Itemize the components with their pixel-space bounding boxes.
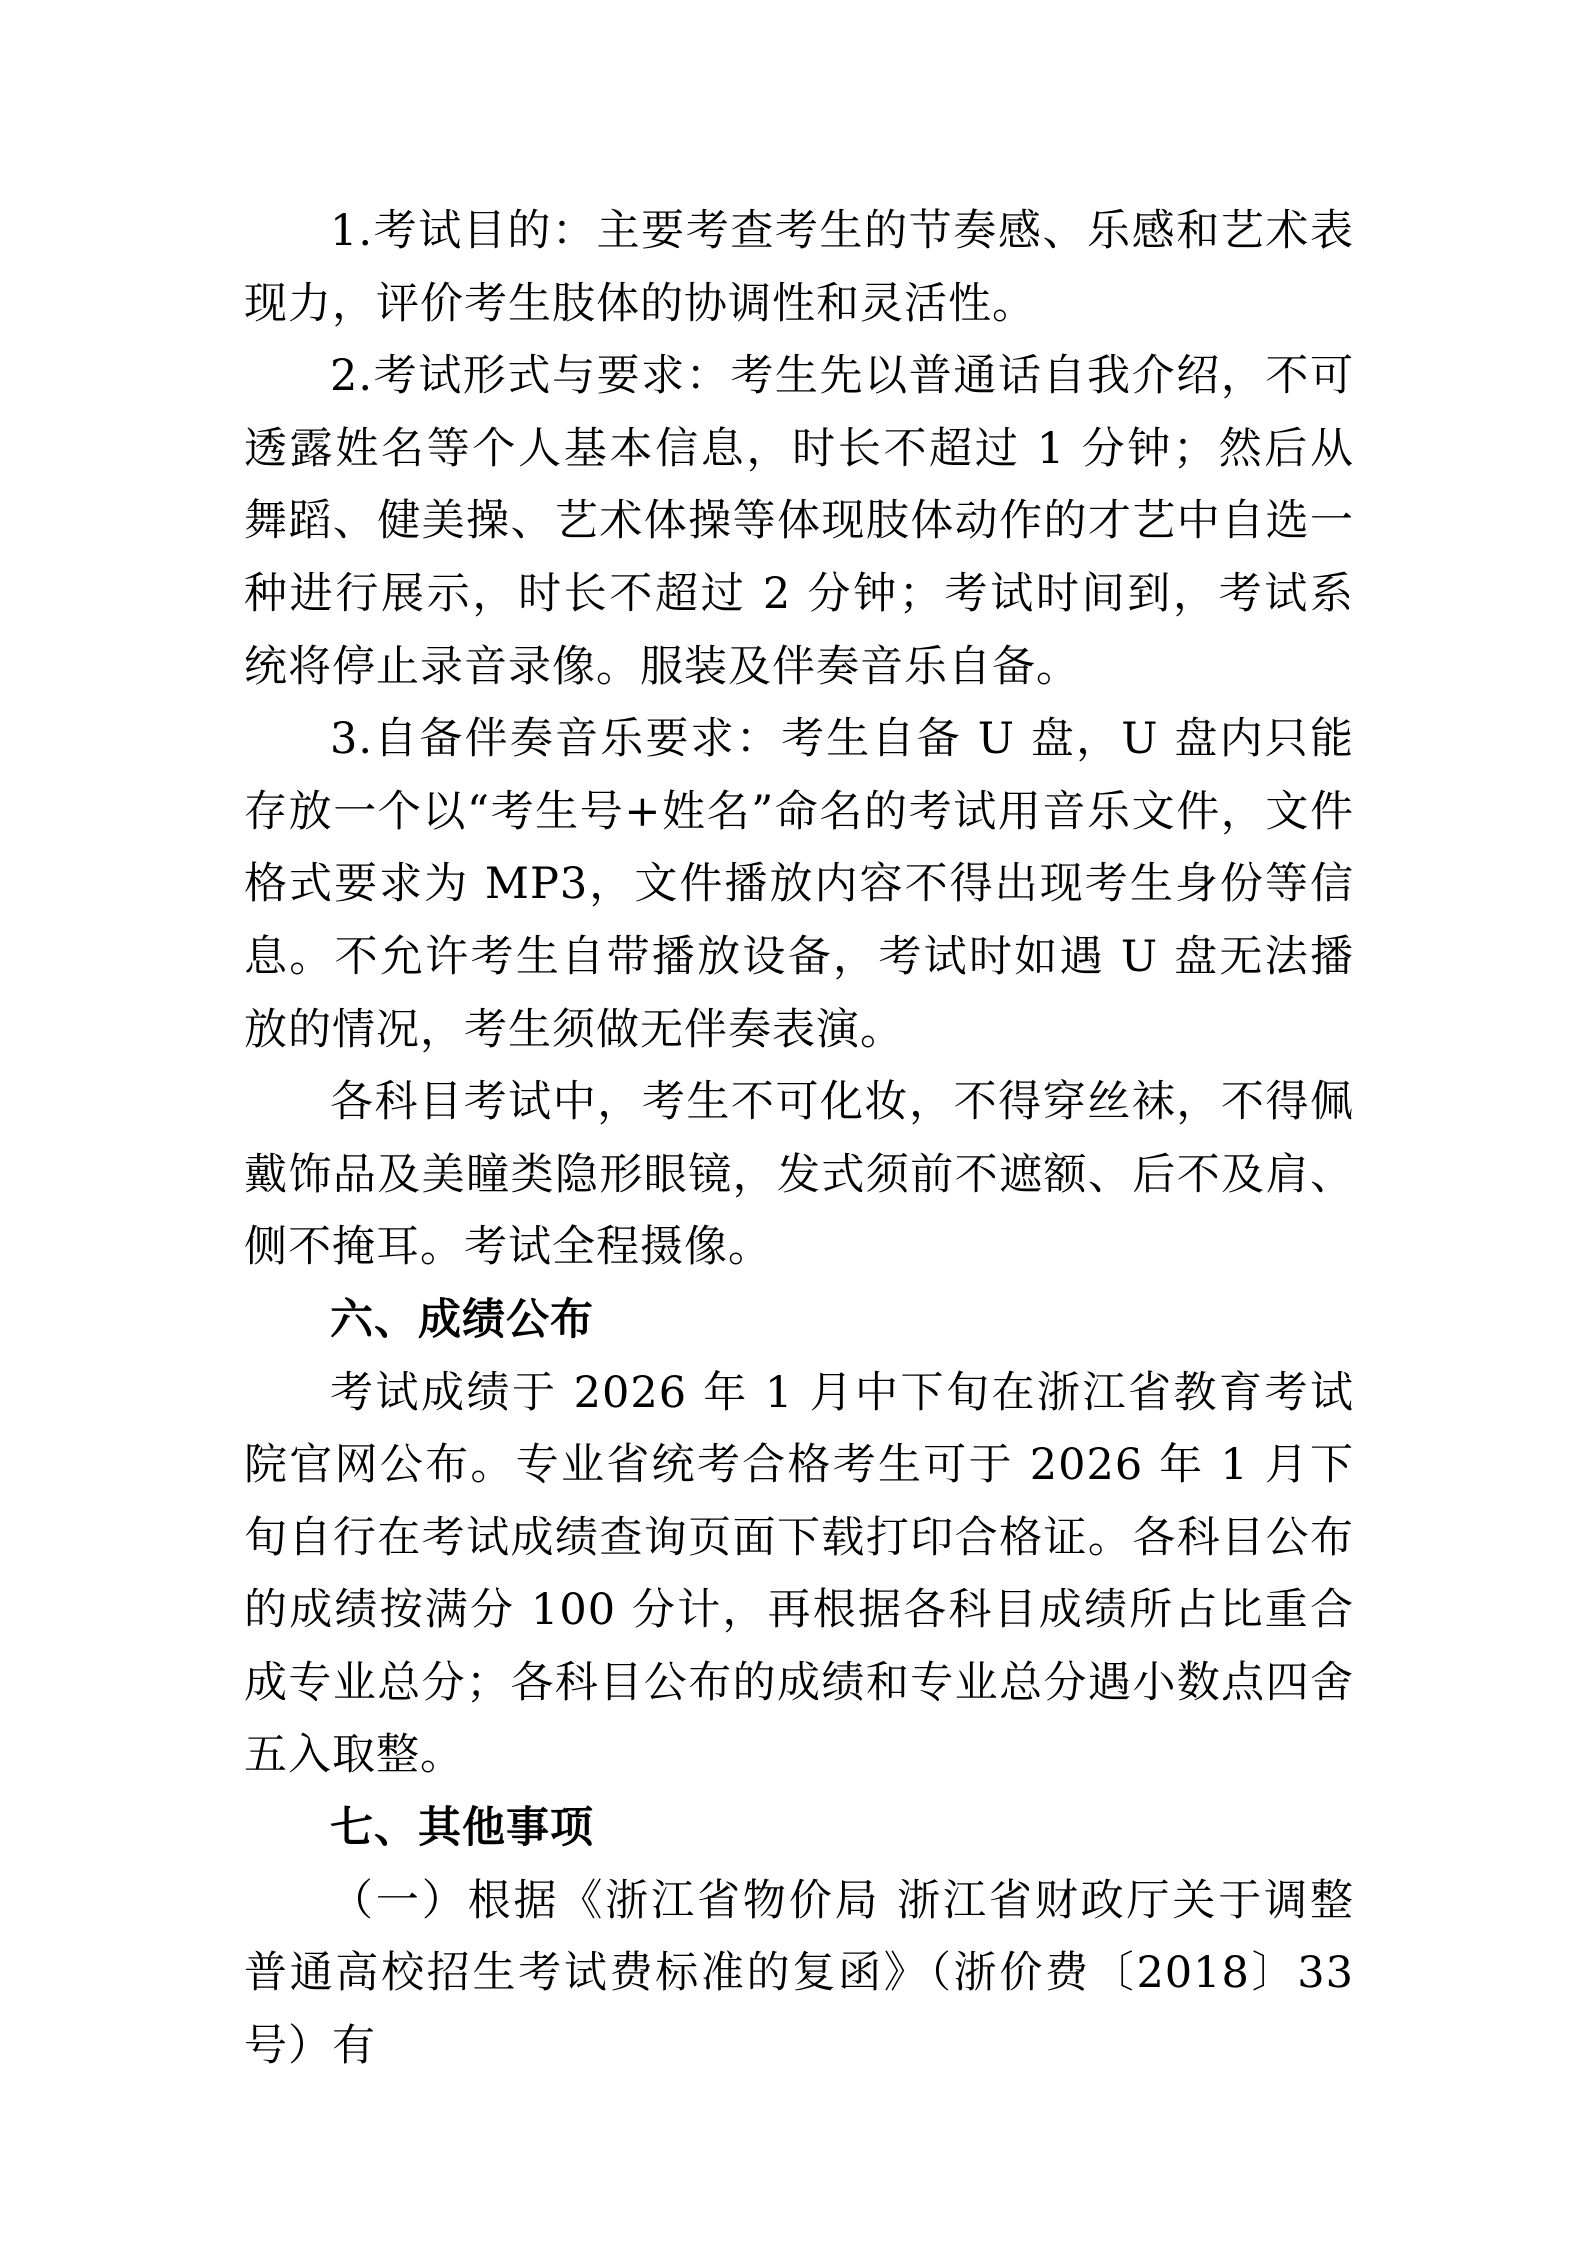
paragraph-exam-format: 2.考试形式与要求：考生先以普通话自我介绍，不可透露姓名等个人基本信息，时长不超过 1 分钟；然后从舞蹈、健美操、艺术体操等体现肢体动作的才艺中自选一种进行展示，时长不超过 2 分钟；考试时间到，考试系统将停止录音录像。服装及伴奏音乐自备。 bbox=[244, 351, 1354, 692]
document-page bbox=[244, 195, 1354, 2082]
paragraph-results-publication: 考试成绩于 2026 年 1 月中下旬在浙江省教育考试院官网公布。专业省统考合格考生可于 2026 年 1 月下旬自行在考试成绩查询页面下载打印合格证。各科目公布的成绩按满分 100 分计，再根据各科目成绩所占比重合成专业总分；各科目公布的成绩和专业总分遇小数点四舍五入取整。 bbox=[244, 1367, 1354, 1781]
section-heading-results: 六、成绩公布 bbox=[330, 1294, 594, 1345]
paragraph-exam-purpose: 1.考试目的：主要考查考生的节奏感、乐感和艺术表现力，评价考生肢体的协调性和灵活性。 bbox=[244, 206, 1354, 329]
paragraph-music-requirements: 3.自备伴奏音乐要求：考生自备 U 盘，U 盘内只能存放一个以“考生号+姓名”命名的考试用音乐文件，文件格式要求为 MP3，文件播放内容不得出现考生身份等信息。不允许考生自带播放设备，考试时如遇 U 盘无法播放的情况，考生须做无伴奏表演。 bbox=[244, 714, 1354, 1055]
paragraph-exam-rules: 各科目考试中，考生不可化妆，不得穿丝袜，不得佩戴饰品及美瞳类隐形眼镜，发式须前不遮额、后不及肩、侧不掩耳。考试全程摄像。 bbox=[244, 1077, 1354, 1273]
paragraph-fee-basis: （一）根据《浙江省物价局 浙江省财政厅关于调整普通高校招生考试费标准的复函》（浙价费〔2018〕33 号）有 bbox=[244, 1875, 1354, 2071]
section-heading-other-matters: 七、其他事项 bbox=[330, 1803, 594, 1854]
